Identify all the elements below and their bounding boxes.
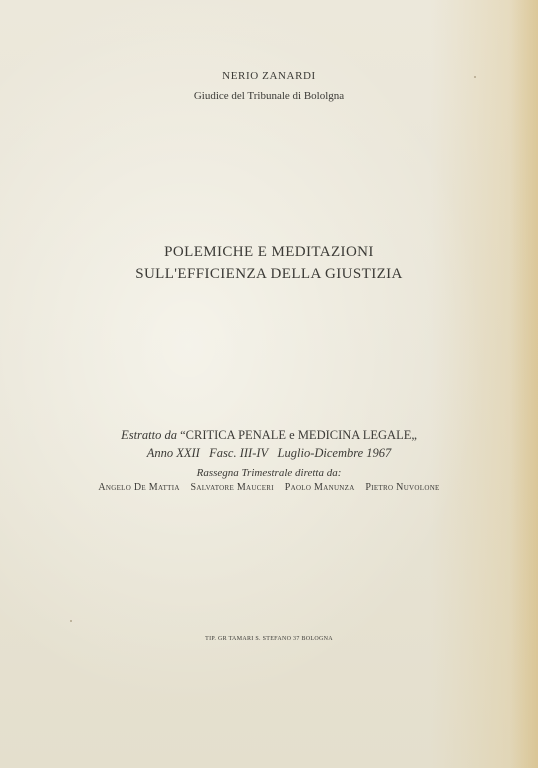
page-edge-shading bbox=[510, 0, 538, 768]
extract-line bbox=[0, 428, 538, 443]
title-line-2: SULL'EFFICIENZA DELLA GIUSTIZIA bbox=[135, 266, 403, 282]
paper-speck bbox=[70, 620, 72, 622]
journal-name: “CRITICA PENALE e MEDICINA LEGALE„ bbox=[180, 428, 417, 442]
title-line-1: POLEMICHE E MEDITAZIONI bbox=[164, 244, 374, 260]
editor-name: Salvatore Mauceri bbox=[190, 482, 274, 493]
issue-year: Anno XXII bbox=[146, 446, 200, 460]
issue-line bbox=[0, 446, 538, 461]
editors-line bbox=[0, 482, 538, 493]
paper-speck bbox=[474, 76, 476, 78]
printer-imprint: TIP. GR TAMARI S. STEFANO 37 BOLOGNA bbox=[205, 636, 333, 642]
extract-prefix: Estratto da bbox=[121, 428, 177, 442]
rassegna-line: Rassegna Trimestrale diretta da: bbox=[196, 467, 342, 479]
editor-name: Pietro Nuvolone bbox=[365, 482, 440, 493]
editor-name: Paolo Manunza bbox=[284, 482, 355, 493]
author-role: Giudice del Tribunale di Bololgna bbox=[193, 90, 345, 102]
editor-name: Angelo De Mattia bbox=[98, 482, 180, 493]
issue-period: Luglio-Dicembre 1967 bbox=[277, 446, 392, 460]
issue-fascicle: Fasc. III-IV bbox=[209, 446, 269, 460]
author-name: NERIO ZANARDI bbox=[222, 70, 316, 82]
